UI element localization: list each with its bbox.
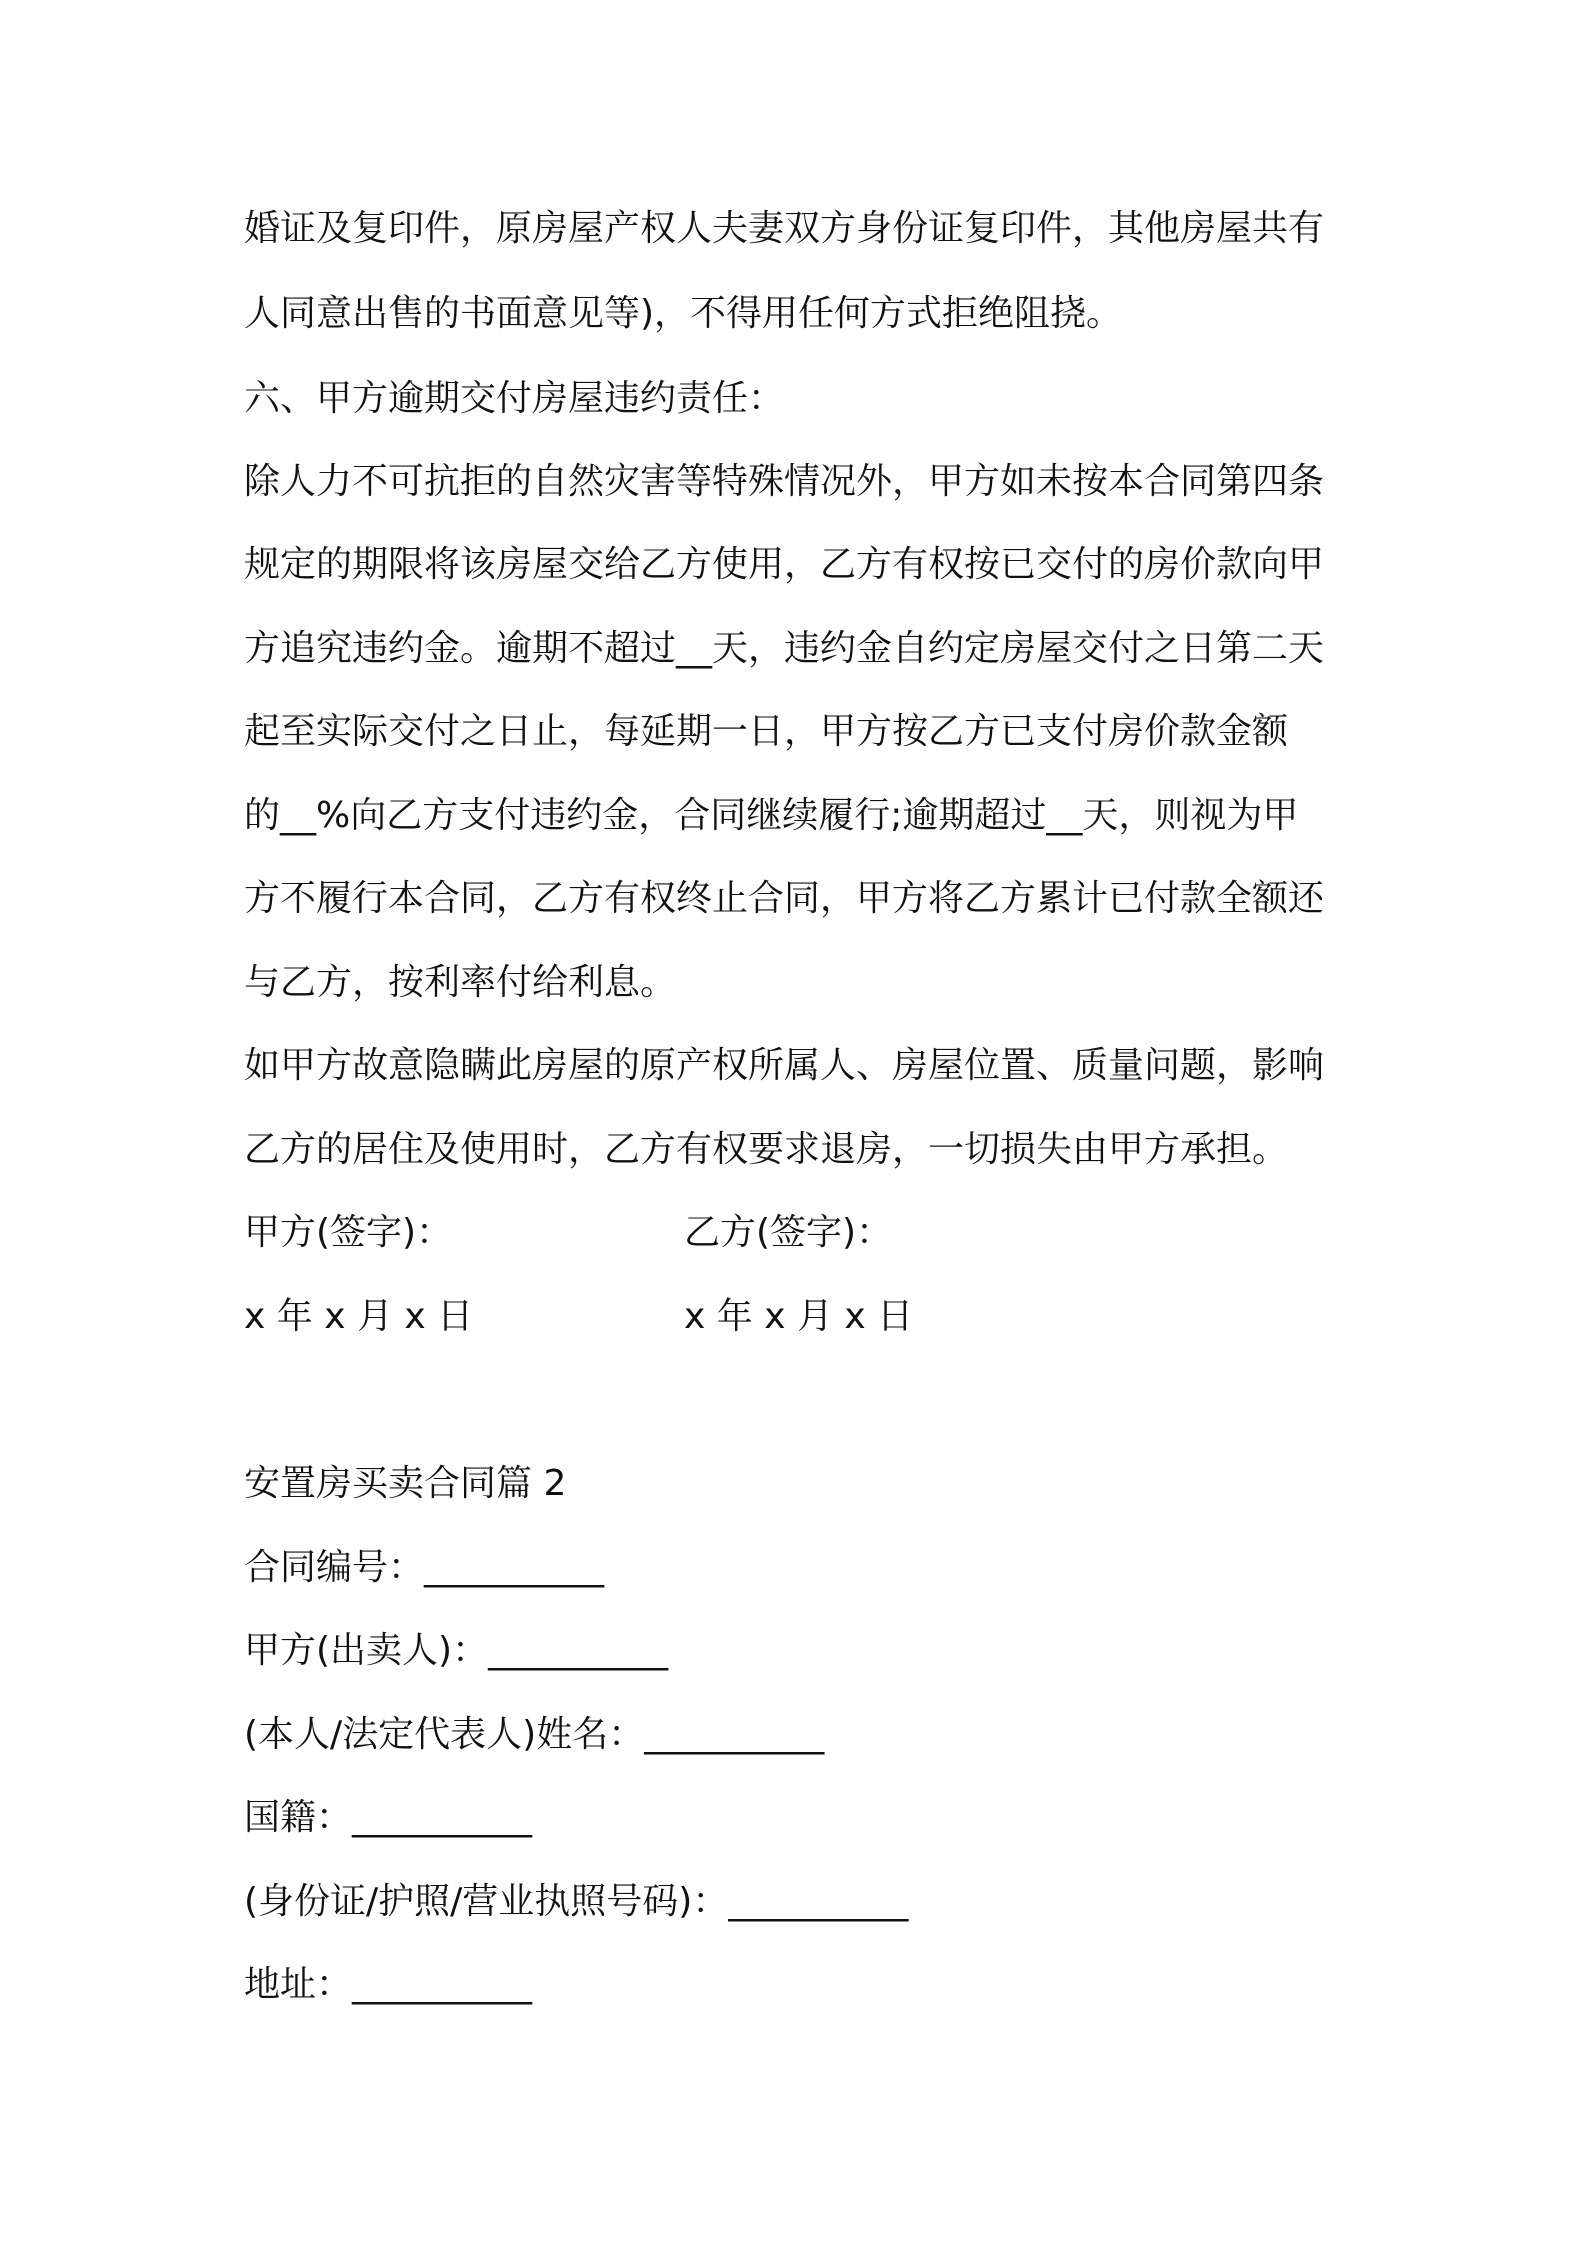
paragraph-line: 规定的期限将该房屋交给乙方使用，乙方有权按已交付的房价款向甲	[244, 544, 1325, 585]
id-number-field: (身份证/护照/营业执照号码)：__________	[244, 1881, 909, 1922]
party-a-signature-label: 甲方(签字)：	[244, 1212, 453, 1253]
paragraph-line: 除人力不可抗拒的自然灾害等特殊情况外，甲方如未按本合同第四条	[244, 461, 1325, 502]
section-heading: 六、甲方逾期交付房屋违约责任：	[244, 378, 785, 419]
contract-title: 安置房买卖合同篇 2	[244, 1463, 567, 1504]
party-b-date: x 年 x 月 x 日	[684, 1296, 914, 1337]
party-a-date: x 年 x 月 x 日	[244, 1296, 474, 1337]
paragraph-line: 的__%向乙方支付违约金，合同继续履行;逾期超过__天，则视为甲	[244, 795, 1299, 836]
seller-field: 甲方(出卖人)：__________	[244, 1630, 669, 1671]
nationality-field: 国籍：__________	[244, 1797, 533, 1838]
contract-number-field: 合同编号：__________	[244, 1547, 605, 1588]
paragraph-line: 方追究违约金。逾期不超过__天，违约金自约定房屋交付之日第二天	[244, 628, 1325, 669]
party-b-signature-label: 乙方(签字)：	[684, 1212, 893, 1253]
paragraph-line: 如甲方故意隐瞒此房屋的原产权所属人、房屋位置、质量问题，影响	[244, 1045, 1325, 1086]
address-field: 地址：__________	[244, 1964, 533, 2005]
paragraph-line: 起至实际交付之日止，每延期一日，甲方按乙方已支付房价款金额	[244, 711, 1289, 752]
paragraph-line: 与乙方，按利率付给利息。	[244, 962, 677, 1003]
paragraph-line: 人同意出售的书面意见等)，不得用任何方式拒绝阻挠。	[244, 293, 1123, 334]
name-field: (本人/法定代表人)姓名：__________	[244, 1714, 825, 1755]
paragraph-line: 乙方的居住及使用时，乙方有权要求退房，一切损失由甲方承担。	[244, 1129, 1289, 1170]
paragraph-line: 方不履行本合同，乙方有权终止合同，甲方将乙方累计已付款全额还	[244, 878, 1325, 919]
paragraph-line: 婚证及复印件，原房屋产权人夫妻双方身份证复印件，其他房屋共有	[244, 208, 1325, 249]
